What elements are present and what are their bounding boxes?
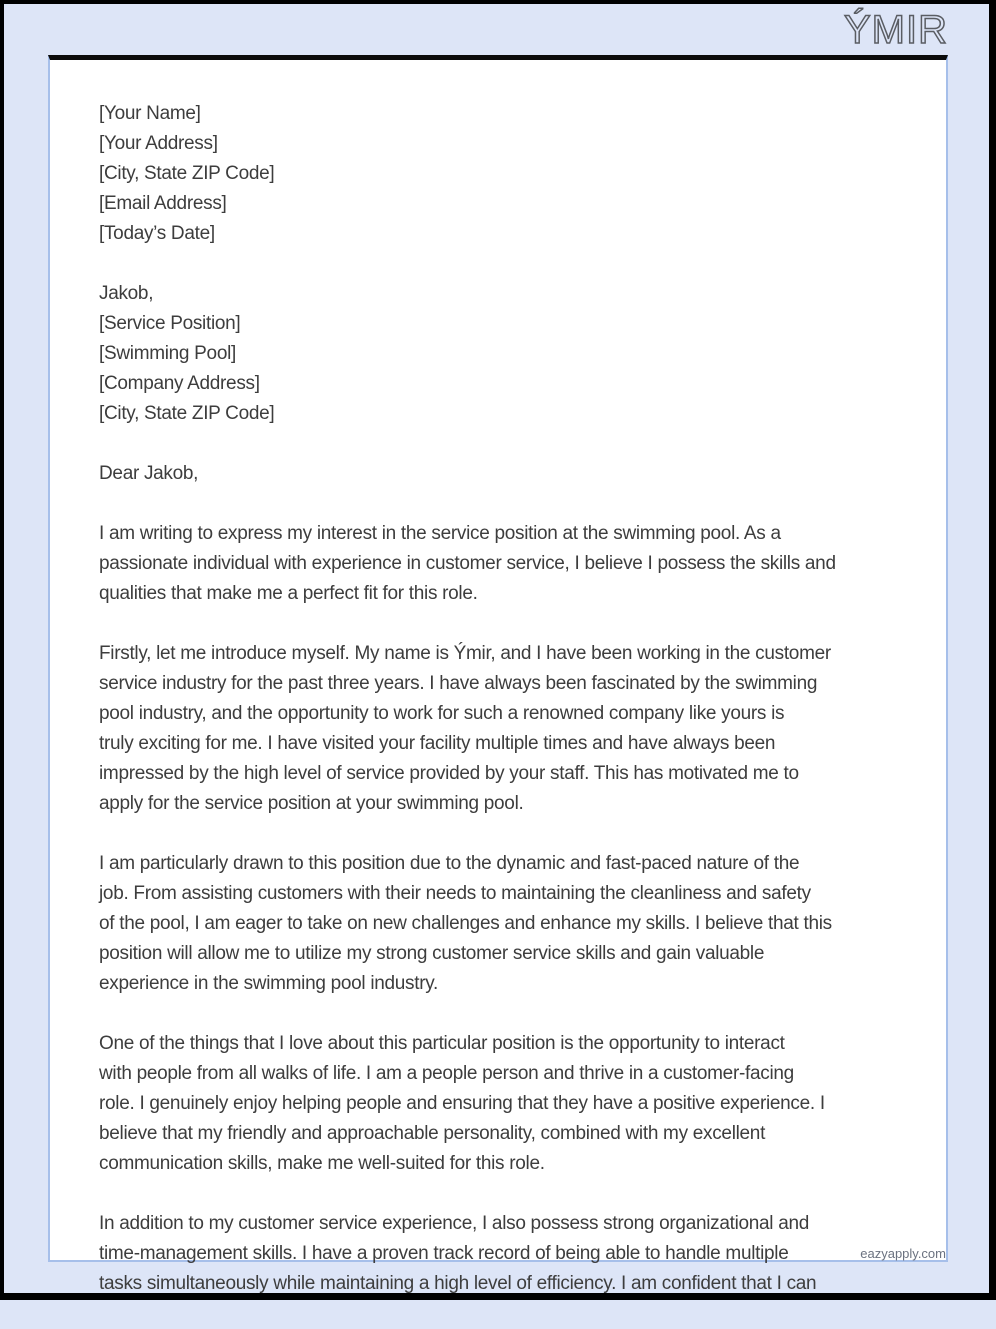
paragraph-1 [99, 519, 911, 609]
paragraph-line: experience in the swimming pool industry. [99, 973, 439, 994]
paragraph-line: passionate individual with experience in customer service, I believe I possess the skills and [99, 553, 836, 574]
paragraph-line: In addition to my customer service experience, I also possess strong organizational and [99, 1213, 810, 1234]
recipient-line: [Service Position] [99, 313, 241, 334]
paragraph-3 [99, 849, 911, 999]
sender-line: [City, State ZIP Code] [99, 163, 275, 184]
paragraph-line: pool industry, and the opportunity to work for such a renowned company like yours is [99, 703, 785, 724]
paragraph-5 [99, 1209, 911, 1299]
paragraph-line: time-management skills. I have a proven track record of being able to handle multiple [99, 1243, 789, 1264]
sender-block [99, 99, 911, 249]
paragraph-line: apply for the service position at your swimming pool. [99, 793, 524, 814]
sender-line: [Email Address] [99, 193, 227, 214]
brand-logo: ÝMIR [844, 8, 948, 52]
paragraph-line: with people from all walks of life. I am a people person and thrive in a customer-facing [99, 1063, 794, 1084]
recipient-line: Jakob, [99, 283, 154, 304]
paragraph-line: I am particularly drawn to this position due to the dynamic and fast-paced nature of the [99, 853, 800, 874]
paragraph-line: position will allow me to utilize my strong customer service skills and gain valuable [99, 943, 765, 964]
recipient-block [99, 279, 911, 429]
paragraph-2 [99, 639, 911, 819]
paragraph-line: role. I genuinely enjoy helping people and ensuring that they have a positive experience. I [99, 1093, 825, 1114]
recipient-line: [City, State ZIP Code] [99, 403, 275, 424]
sender-line: [Your Address] [99, 133, 218, 154]
paragraph-line: believe that my friendly and approachable personality, combined with my excellent [99, 1123, 766, 1144]
paragraph-line: I am writing to express my interest in the service position at the swimming pool. As a [99, 523, 781, 544]
paragraph-line: service industry for the past three years. I have always been fascinated by the swimming [99, 673, 818, 694]
paragraph-line: impressed by the high level of service provided by your staff. This has motivated me to [99, 763, 799, 784]
recipient-line: [Company Address] [99, 373, 260, 394]
paragraph-line: tasks simultaneously while maintaining a high level of efficiency. I am confident that I can [99, 1273, 817, 1294]
paragraph-line: One of the things that I love about this particular position is the opportunity to interact [99, 1033, 785, 1054]
paragraph-line: truly exciting for me. I have visited your facility multiple times and have always been [99, 733, 776, 754]
paragraph-4 [99, 1029, 911, 1179]
paragraph-line: of the pool, I am eager to take on new challenges and enhance my skills. I believe that this [99, 913, 832, 934]
paragraph-line: qualities that make me a perfect fit for this role. [99, 583, 478, 604]
sender-line: [Your Name] [99, 103, 201, 124]
paragraph-line: communication skills, make me well-suited for this role. [99, 1153, 545, 1174]
sender-line: [Today’s Date] [99, 223, 215, 244]
salutation: Dear Jakob, [99, 463, 199, 484]
paragraph-line: job. From assisting customers with their needs to maintaining the cleanliness and safety [99, 883, 811, 904]
recipient-line: [Swimming Pool] [99, 343, 236, 364]
letter-content [99, 99, 911, 1329]
watermark-text: eazyapply.com [860, 1246, 946, 1261]
paragraph-line: Firstly, let me introduce myself. My name is Ýmir, and I have been working in the customer [99, 643, 831, 664]
